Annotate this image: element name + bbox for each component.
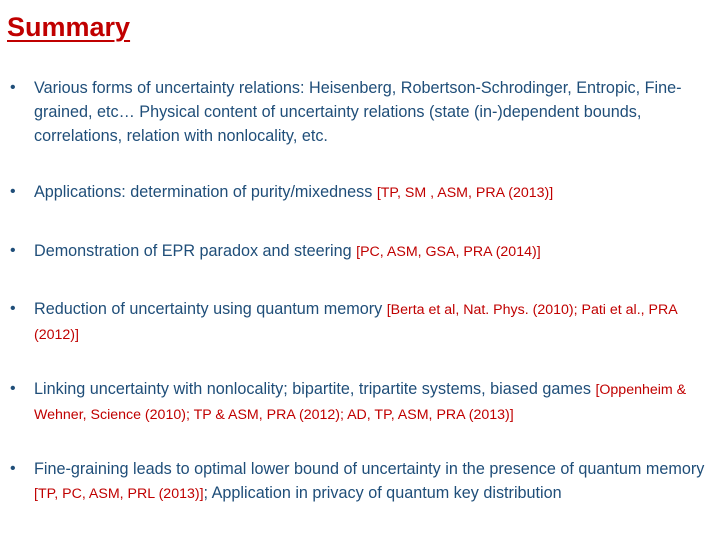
bullet-item-applications — [34, 180, 714, 205]
bullet-marker: • — [10, 460, 16, 477]
bullet-text: Demonstration of EPR paradox and steering — [34, 242, 357, 260]
bullet-marker: • — [10, 242, 16, 259]
bullet-text: Applications: determination of purity/mixedness — [34, 183, 377, 201]
bullet-marker: • — [10, 183, 16, 200]
bullet-text: Fine-graining leads to optimal lower bound of uncertainty in the presence of quantum memory — [34, 460, 705, 478]
bullet-item-epr-paradox — [34, 239, 714, 264]
bullet-reference: [PC, ASM, GSA, PRA (2014)] — [356, 244, 541, 260]
bullet-reference: [TP, PC, ASM, PRL (2013)] — [34, 486, 204, 502]
bullet-marker: • — [10, 380, 16, 397]
page-title: Summary — [7, 12, 131, 42]
bullet-item-quantum-memory — [34, 297, 714, 347]
bullet-text: Reduction of uncertainty using quantum memory — [34, 300, 387, 318]
bullet-text: Linking uncertainty with nonlocality; bipartite, tripartite systems, biased games — [34, 380, 596, 398]
bullet-tail: ; Application in privacy of quantum key distribution — [203, 484, 562, 502]
bullet-marker: • — [10, 79, 16, 96]
bullet-item-fine-graining — [34, 457, 714, 506]
bullet-reference: [TP, SM , ASM, PRA (2013)] — [376, 185, 554, 201]
bullet-reference: [Berta et al, Nat. Phys. (2010); Pati et al., PRA (2012)] — [34, 302, 677, 343]
bullet-item-uncertainty-forms — [34, 76, 714, 149]
bullet-marker: • — [10, 300, 16, 317]
bullet-text: Various forms of uncertainty relations: Heisenberg, Robertson-Schrodinger, Entropic, Fine-grained, etc… Physical content of uncertainty relations (state (in-)dependent bounds, correlations, relation with nonlocality, etc. — [34, 79, 682, 145]
bullet-item-nonlocality — [34, 377, 714, 427]
bullet-reference: [Oppenheim & Wehner, Science (2010); TP & ASM, PRA (2012); AD, TP, ASM, PRA (2013)] — [34, 382, 687, 423]
